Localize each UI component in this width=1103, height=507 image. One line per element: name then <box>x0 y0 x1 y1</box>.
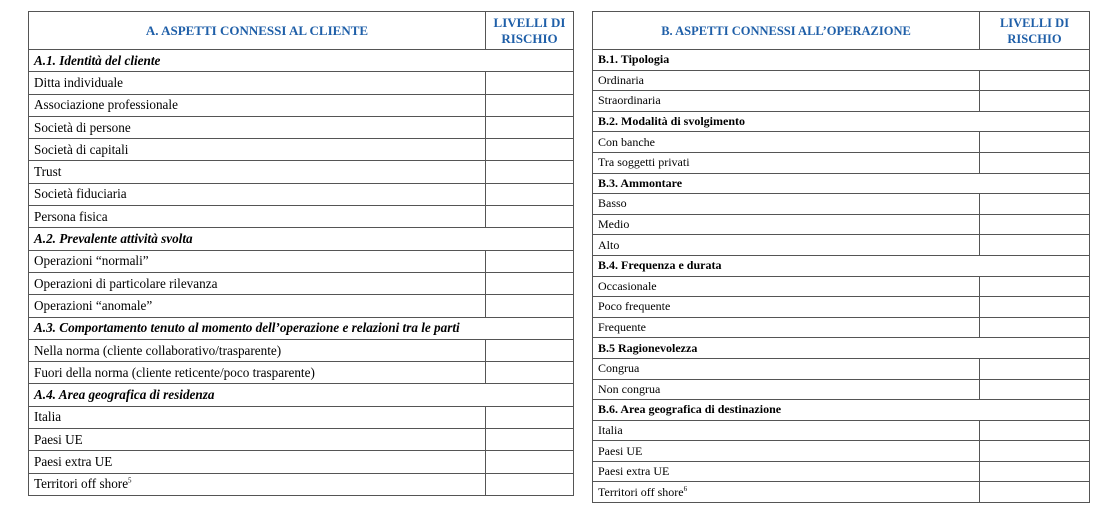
table-row <box>593 358 1090 379</box>
table-header <box>29 12 574 50</box>
table-row <box>29 94 574 116</box>
section-title: B.2. Modalità di svolgimento <box>593 111 1090 132</box>
section-header-row <box>593 400 1090 421</box>
row-label: Società fiduciaria <box>29 183 486 205</box>
section-header-row <box>29 228 574 250</box>
footnote-marker: 6 <box>683 484 688 493</box>
row-label: Società di persone <box>29 116 486 138</box>
risk-level-cell[interactable] <box>486 339 574 361</box>
table-row <box>29 295 574 317</box>
table-header <box>593 12 1090 50</box>
table-row <box>29 429 574 451</box>
row-label: Paesi extra UE <box>29 451 486 473</box>
row-label: Ordinaria <box>593 70 980 91</box>
table-title: B. ASPETTI CONNESSI ALL’OPERAZIONE <box>593 12 980 50</box>
row-label: Tra soggetti privati <box>593 152 980 173</box>
table-row <box>593 461 1090 482</box>
row-label: Alto <box>593 235 980 256</box>
section-header-row <box>29 384 574 406</box>
row-label: Nella norma (cliente collaborativo/trasparente) <box>29 339 486 361</box>
row-label: Ditta individuale <box>29 72 486 94</box>
risk-level-header: LIVELLI DI RISCHIO <box>980 12 1090 50</box>
row-label: Territori off shore$^6$ <box>593 482 980 503</box>
section-header-row <box>29 317 574 339</box>
row-label: Basso <box>593 194 980 215</box>
table-row <box>29 116 574 138</box>
section-header-row <box>29 50 574 72</box>
row-label: Paesi UE <box>593 441 980 462</box>
row-label: Trust <box>29 161 486 183</box>
risk-level-cell[interactable] <box>980 420 1090 441</box>
row-label: Non congrua <box>593 379 980 400</box>
table-row <box>593 194 1090 215</box>
row-label: Italia <box>29 406 486 428</box>
table-row <box>593 70 1090 91</box>
risk-level-cell[interactable] <box>486 429 574 451</box>
table-row <box>593 317 1090 338</box>
risk-level-cell[interactable] <box>980 317 1090 338</box>
section-title: B.5 Ragionevolezza <box>593 338 1090 359</box>
row-label: Frequente <box>593 317 980 338</box>
row-label: Paesi extra UE <box>593 461 980 482</box>
risk-level-cell[interactable] <box>980 297 1090 318</box>
table-row <box>29 72 574 94</box>
section-title: B.3. Ammontare <box>593 173 1090 194</box>
row-label: Congrua <box>593 358 980 379</box>
row-label: Paesi UE <box>29 429 486 451</box>
row-label: Operazioni di particolare rilevanza <box>29 272 486 294</box>
table-row <box>593 379 1090 400</box>
section-title: B.1. Tipologia <box>593 50 1090 71</box>
row-label: Con banche <box>593 132 980 153</box>
risk-level-cell[interactable] <box>486 94 574 116</box>
section-header-row <box>593 111 1090 132</box>
risk-level-cell[interactable] <box>980 235 1090 256</box>
section-title: A.2. Prevalente attività svolta <box>29 228 574 250</box>
section-header-row <box>593 173 1090 194</box>
row-label: Italia <box>593 420 980 441</box>
risk-level-cell[interactable] <box>980 482 1090 503</box>
row-label: Straordinaria <box>593 91 980 112</box>
table-row <box>29 406 574 428</box>
table-row <box>593 132 1090 153</box>
section-title: A.1. Identità del cliente <box>29 50 574 72</box>
risk-level-cell[interactable] <box>486 295 574 317</box>
risk-level-cell[interactable] <box>980 91 1090 112</box>
table-row <box>593 276 1090 297</box>
risk-level-cell[interactable] <box>980 70 1090 91</box>
section-title: B.4. Frequenza e durata <box>593 255 1090 276</box>
row-label: Operazioni “anomale” <box>29 295 486 317</box>
table-row <box>29 451 574 473</box>
risk-level-cell[interactable] <box>486 272 574 294</box>
table-row <box>593 214 1090 235</box>
table-row <box>29 250 574 272</box>
risk-level-cell[interactable] <box>486 139 574 161</box>
risk-level-cell[interactable] <box>486 362 574 384</box>
table-row <box>29 139 574 161</box>
risk-level-cell[interactable] <box>980 461 1090 482</box>
risk-level-cell[interactable] <box>980 194 1090 215</box>
row-label: Società di capitali <box>29 139 486 161</box>
table-row <box>29 473 574 495</box>
table-row <box>593 297 1090 318</box>
risk-level-cell[interactable] <box>980 214 1090 235</box>
client-aspects-table <box>28 11 574 496</box>
table-row <box>593 152 1090 173</box>
risk-level-cell[interactable] <box>980 152 1090 173</box>
table-row <box>593 420 1090 441</box>
table-row <box>29 161 574 183</box>
table-row <box>593 235 1090 256</box>
table-row <box>593 482 1090 503</box>
table-row <box>593 91 1090 112</box>
section-header-row <box>593 338 1090 359</box>
footnote-marker: 5 <box>128 476 132 485</box>
row-label: Persona fisica <box>29 206 486 228</box>
risk-level-cell[interactable] <box>486 250 574 272</box>
section-title: A.3. Comportamento tenuto al momento dell’operazione e relazioni tra le parti <box>29 317 574 339</box>
row-label: Associazione professionale <box>29 94 486 116</box>
section-header-row <box>593 255 1090 276</box>
risk-level-cell[interactable] <box>980 358 1090 379</box>
table-row <box>29 272 574 294</box>
operation-aspects-table <box>592 11 1090 503</box>
risk-level-header: LIVELLI DI RISCHIO <box>486 12 574 50</box>
table-title: A. ASPETTI CONNESSI AL CLIENTE <box>29 12 486 50</box>
risk-level-cell[interactable] <box>980 132 1090 153</box>
table-row <box>29 362 574 384</box>
row-label: Operazioni “normali” <box>29 250 486 272</box>
risk-level-cell[interactable] <box>486 161 574 183</box>
row-label: Occasionale <box>593 276 980 297</box>
row-label: Poco frequente <box>593 297 980 318</box>
risk-level-cell[interactable] <box>486 116 574 138</box>
table-row <box>29 183 574 205</box>
risk-level-cell[interactable] <box>980 379 1090 400</box>
section-title: B.6. Area geografica di destinazione <box>593 400 1090 421</box>
risk-level-cell[interactable] <box>486 473 574 495</box>
risk-level-cell[interactable] <box>980 276 1090 297</box>
risk-level-cell[interactable] <box>486 206 574 228</box>
risk-level-cell[interactable] <box>486 451 574 473</box>
section-header-row <box>593 50 1090 71</box>
table-row <box>29 339 574 361</box>
risk-level-cell[interactable] <box>486 183 574 205</box>
row-label: Territori off shore$^5$ <box>29 473 486 495</box>
risk-level-cell[interactable] <box>980 441 1090 462</box>
table-row <box>593 441 1090 462</box>
risk-level-cell[interactable] <box>486 406 574 428</box>
risk-level-cell[interactable] <box>486 72 574 94</box>
table-row <box>29 206 574 228</box>
row-label: Medio <box>593 214 980 235</box>
row-label: Fuori della norma (cliente reticente/poco trasparente) <box>29 362 486 384</box>
section-title: A.4. Area geografica di residenza <box>29 384 574 406</box>
